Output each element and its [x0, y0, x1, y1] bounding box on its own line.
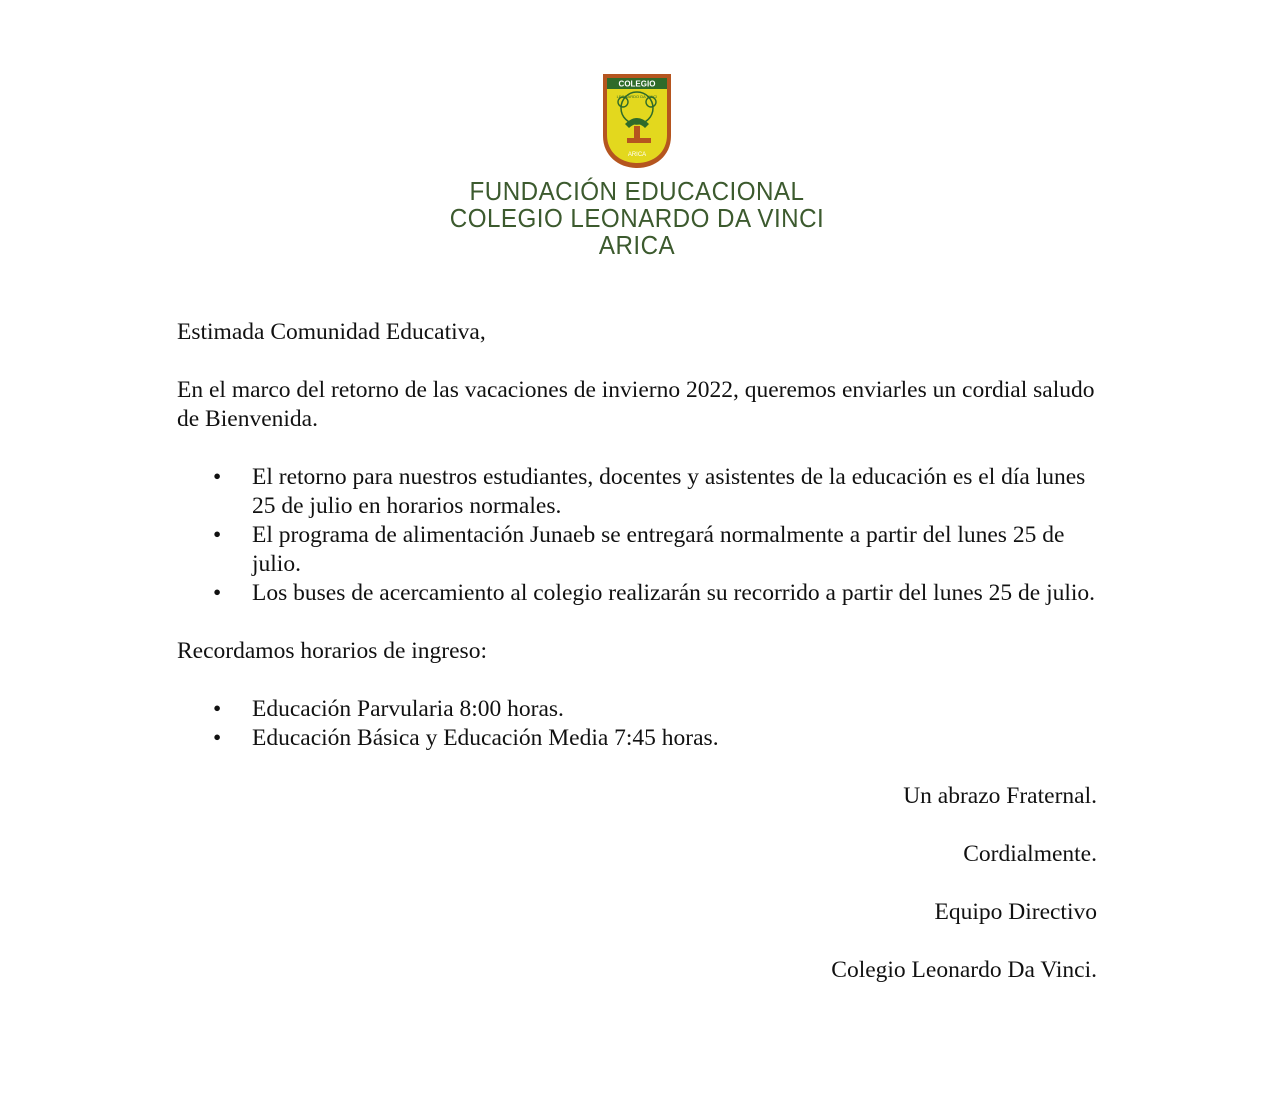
org-line-city: ARICA [598, 230, 676, 260]
signature-school: Colegio Leonardo Da Vinci. [831, 957, 1097, 983]
letterhead [0, 72, 1274, 259]
list-item: • Educación Básica y Educación Media 7:45 horas. [177, 724, 1097, 753]
org-line-school: COLEGIO LEONARDO DA VINCI [449, 203, 825, 233]
closing-block [177, 782, 1097, 985]
list-item: • Los buses de acercamiento al colegio realizarán su recorrido a partir del lunes 25 de julio. [177, 579, 1097, 608]
school-crest-logo [601, 72, 673, 170]
closing-regards: Cordialmente. [963, 841, 1097, 867]
signature-team: Equipo Directivo [934, 899, 1097, 925]
crest-ring-text: LEONARDO DA VINCI [616, 94, 658, 99]
list-item: • El programa de alimentación Junaeb se entregará normalmente a partir del lunes 25 de julio. [177, 521, 1097, 579]
organization-name [45, 178, 1230, 259]
schedule-list [177, 695, 1097, 753]
letter-body [177, 318, 1097, 985]
closing-embrace: Un abrazo Fraternal. [903, 783, 1097, 809]
list-item: • El retorno para nuestros estudiantes, docentes y asistentes de la educación es el día lunes 25 de julio en horarios normales. [177, 463, 1097, 521]
greeting: Estimada Comunidad Educativa, [177, 319, 486, 345]
org-line-foundation: FUNDACIÓN EDUCACIONAL [469, 176, 805, 206]
list-item: • Educación Parvularia 8:00 horas. [177, 695, 1097, 724]
crest-bottom-text: ARICA [627, 152, 647, 158]
announcement-list [177, 463, 1097, 608]
intro-paragraph: En el marco del retorno de las vacaciones de invierno 2022, queremos enviarles un cordial saludo de Bienvenida. [177, 377, 1095, 432]
crest-top-text: COLEGIO [618, 79, 656, 89]
schedule-heading: Recordamos horarios de ingreso: [177, 638, 487, 664]
